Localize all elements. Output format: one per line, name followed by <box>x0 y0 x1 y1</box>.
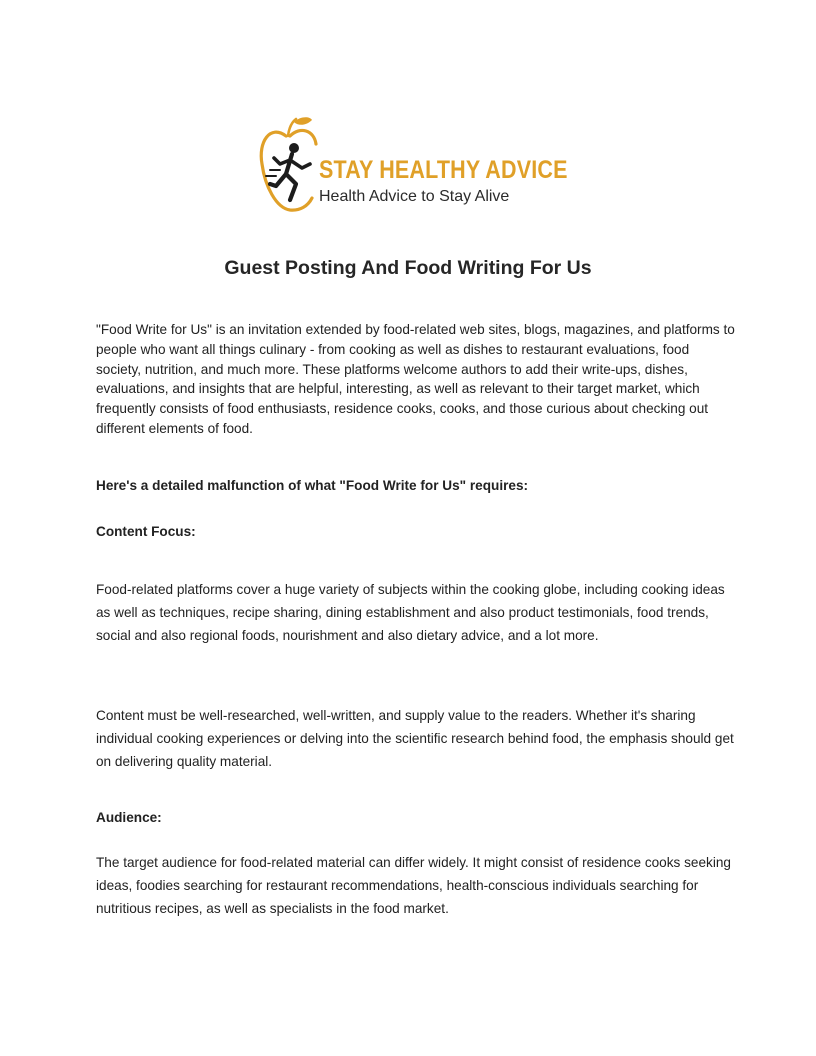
audience-heading: Audience: <box>96 810 162 825</box>
content-focus-heading: Content Focus: <box>96 524 196 539</box>
page-title: Guest Posting And Food Writing For Us <box>224 257 592 279</box>
breakdown-heading: Here's a detailed malfunction of what "Food Write for Us" requires: <box>96 478 529 493</box>
brand-logo <box>256 114 566 218</box>
audience-paragraph: The target audience for food-related material can differ widely. It might consist of residence cooks seeking ideas, foodies searching for restaurant recommendations, health-conscious individuals searching for nutritious recipes, as well as specialists in the food market. <box>96 855 731 916</box>
intro-paragraph: "Food Write for Us" is an invitation extended by food-related web sites, blogs, magazines, and platforms to people who want all things culinary - from cooking as well as dishes to restaurant evaluations, food society, nutrition, and much more. These platforms welcome authors to add their write-ups, dishes, evaluations, and insights that are helpful, interesting, as well as relevant to their target market, which frequently consists of food enthusiasts, residence cooks, cooks, and those curious about checking out different elements of food. <box>96 322 735 436</box>
content-focus-paragraph-2: Content must be well-researched, well-written, and supply value to the readers. Whether it's sharing individual cooking experiences or delving into the scientific research behind food, the emphasis should get on delivering quality material. <box>96 708 734 769</box>
brand-tagline: Health Advice to Stay Alive <box>319 188 510 205</box>
brand-name: STAY HEALTHY ADVICE <box>319 156 568 184</box>
running-person-apple-icon <box>256 114 320 218</box>
content-focus-paragraph-1: Food-related platforms cover a huge variety of subjects within the cooking globe, including cooking ideas as well as techniques, recipe sharing, dining establishment and also product testimonials, food trends, social and also regional foods, nourishment and also dietary advice, and a lot more. <box>96 582 725 643</box>
